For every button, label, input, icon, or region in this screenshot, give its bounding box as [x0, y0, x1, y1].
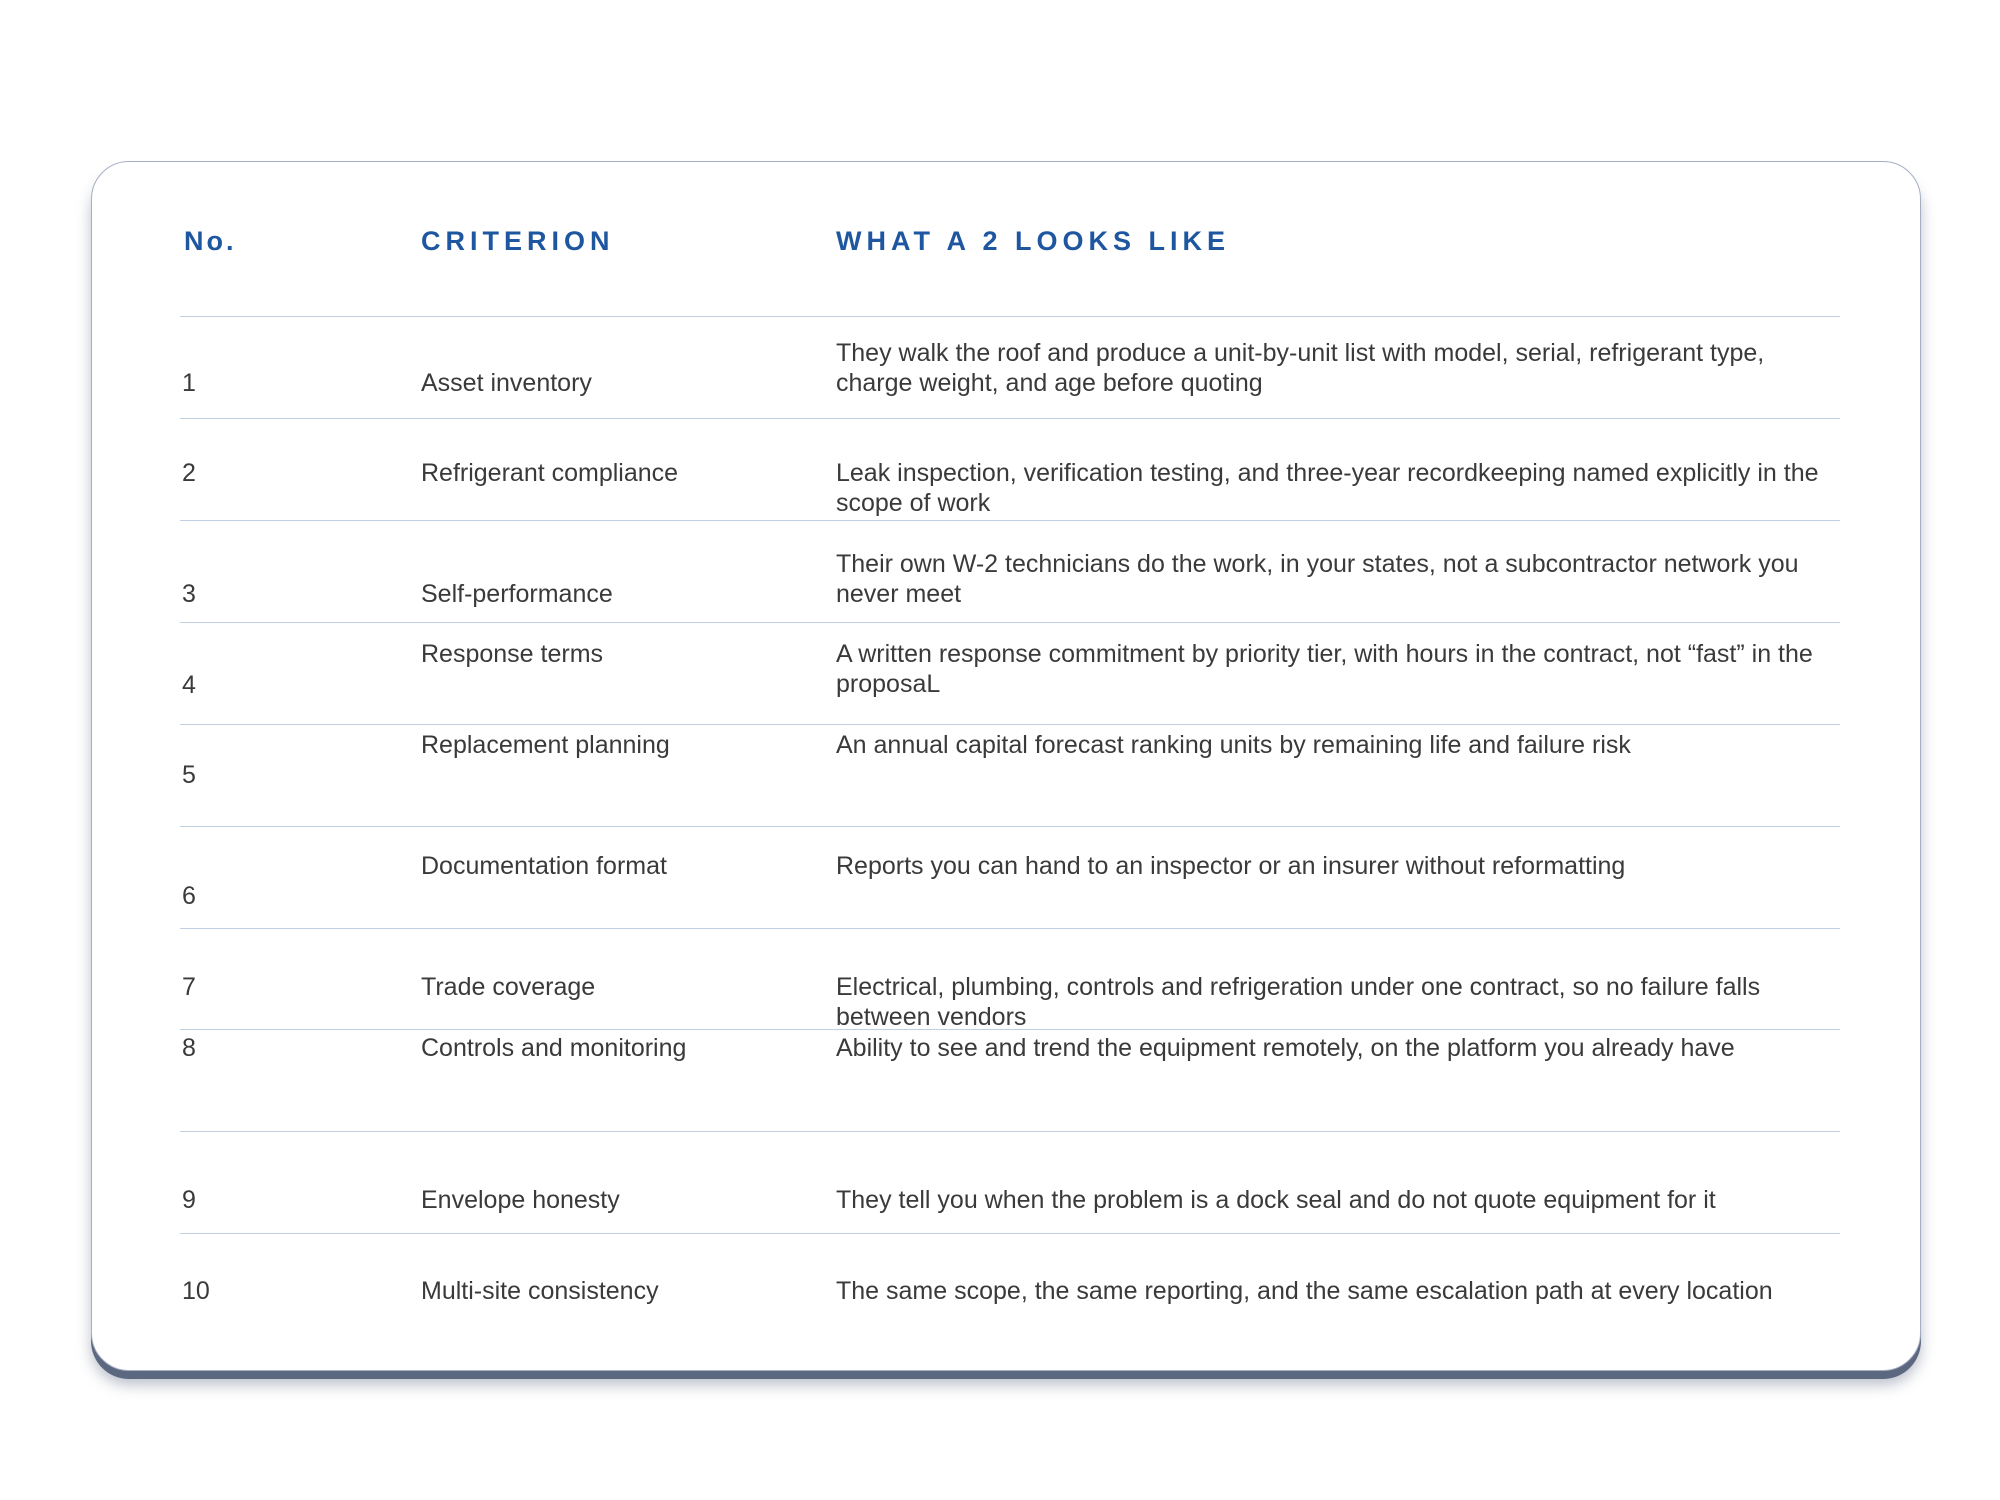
- row-criterion: Refrigerant compliance: [421, 459, 679, 487]
- row-description: Ability to see and trend the equipment remotely, on the platform you already have: [836, 1034, 1735, 1062]
- row-divider: [180, 826, 1840, 827]
- header-criterion: CRITERION: [421, 226, 615, 256]
- row-number: 7: [182, 973, 196, 1001]
- row-description: An annual capital forecast ranking units by remaining life and failure risk: [836, 731, 1631, 759]
- row-description: The same scope, the same reporting, and the same escalation path at every location: [836, 1277, 1773, 1305]
- row-criterion: Multi-site consistency: [421, 1277, 659, 1305]
- header-what-a-2-looks-like: WHAT A 2 LOOKS LIKE: [836, 226, 1230, 256]
- row-description: Their own W-2 technicians do the work, in your states, not a subcontractor network you never meet: [836, 550, 1799, 608]
- row-number: 2: [182, 459, 196, 487]
- row-divider: [180, 1131, 1840, 1132]
- row-criterion: Self-performance: [421, 580, 613, 608]
- row-criterion: Documentation format: [421, 852, 667, 880]
- row-criterion: Controls and monitoring: [421, 1034, 687, 1062]
- row-divider: [180, 418, 1840, 419]
- row-divider: [180, 1233, 1840, 1234]
- row-number: 6: [182, 882, 196, 910]
- row-description: Reports you can hand to an inspector or an insurer without reformatting: [836, 852, 1626, 880]
- row-divider: [180, 928, 1840, 929]
- row-number: 9: [182, 1186, 196, 1214]
- row-number: 8: [182, 1034, 196, 1062]
- row-divider: [180, 622, 1840, 623]
- row-criterion: Envelope honesty: [421, 1186, 620, 1214]
- row-divider: [180, 724, 1840, 725]
- row-criterion: Asset inventory: [421, 369, 592, 397]
- row-number: 5: [182, 761, 196, 789]
- row-description: Electrical, plumbing, controls and refrigeration under one contract, so no failure falls between vendors: [836, 973, 1761, 1031]
- row-number: 1: [182, 369, 196, 397]
- row-description: They walk the roof and produce a unit-by-unit list with model, serial, refrigerant type, charge weight, and age before quoting: [836, 339, 1765, 397]
- row-criterion: Replacement planning: [421, 731, 670, 759]
- row-description: They tell you when the problem is a dock seal and do not quote equipment for it: [836, 1186, 1716, 1214]
- row-description: Leak inspection, verification testing, and three-year recordkeeping named explicitly in the scope of work: [836, 459, 1819, 517]
- header-divider: [180, 316, 1840, 317]
- row-number: 10: [182, 1277, 210, 1305]
- row-criterion: Trade coverage: [421, 973, 596, 1001]
- row-number: 3: [182, 580, 196, 608]
- row-criterion: Response terms: [421, 640, 604, 668]
- row-description: A written response commitment by priority tier, with hours in the contract, not “fast” in the proposaL: [836, 640, 1813, 698]
- row-divider: [180, 520, 1840, 521]
- header-number: No.: [184, 226, 237, 256]
- row-number: 4: [182, 671, 196, 699]
